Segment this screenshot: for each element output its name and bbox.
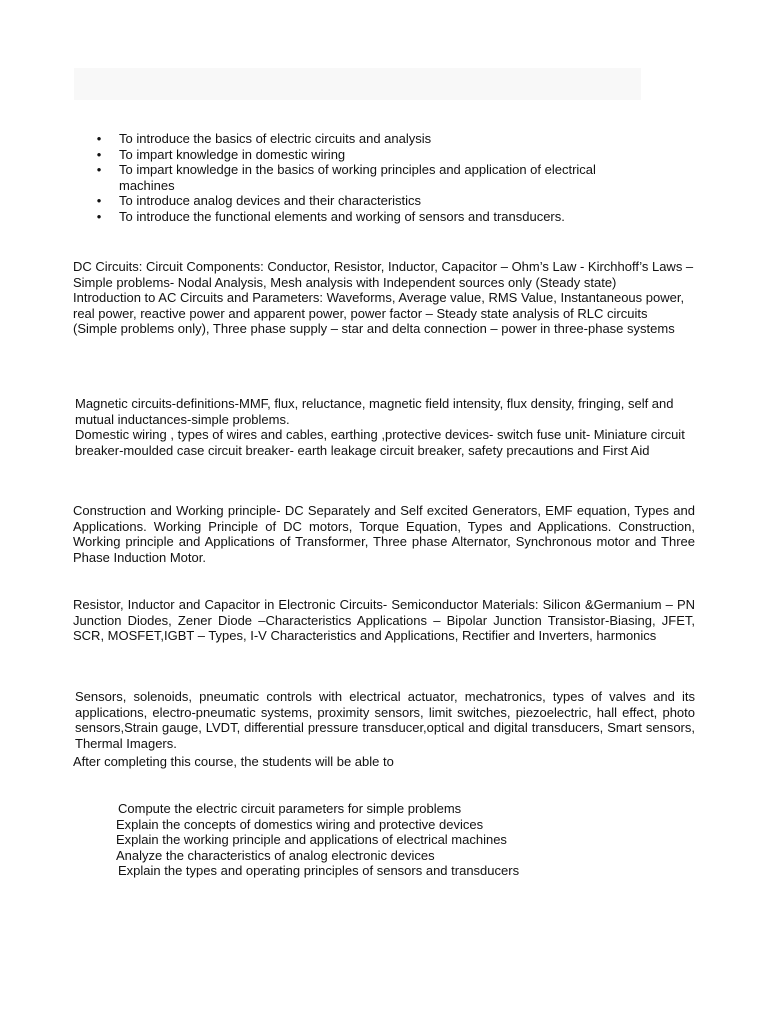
unit-2-domestic-wiring: Domestic wiring , types of wires and cables, earthing ,protective devices- switch fuse unit- Miniature circuit breaker-moulded case circuit breaker- earth leakage circuit breaker, safety precautions and First Aid xyxy=(75,427,685,458)
bullet-icon: • xyxy=(96,193,102,209)
unit-5-section xyxy=(75,689,695,751)
bullet-icon: • xyxy=(96,146,102,162)
list-item: Compute the electric circuit parameters for simple problems xyxy=(118,801,462,816)
list-item xyxy=(94,131,654,147)
objectives-list xyxy=(94,131,654,225)
unit-4-section xyxy=(73,597,695,644)
bullet-icon: • xyxy=(96,208,102,224)
list-item xyxy=(94,147,654,163)
list-item xyxy=(94,209,654,225)
list-item: Explain the types and operating principles of sensors and transducers xyxy=(118,863,520,878)
bullet-icon: • xyxy=(96,162,102,178)
outcomes-list xyxy=(0,801,768,879)
list-item: Analyze the characteristics of analog electronic devices xyxy=(116,847,435,863)
unit-1-section xyxy=(73,259,695,337)
unit-2-section xyxy=(75,396,695,458)
objective-text: To impart knowledge in the basics of working principles and application of electrical machines xyxy=(119,162,596,193)
unit-1-ac-circuits: Introduction to AC Circuits and Parameters: Waveforms, Average value, RMS Value, Instantaneous power, real power, reactive power and apparent power, power factor – Steady state analysis of RLC circuits (Simple problems only), Three phase supply – star and delta connection – power in three-phase systems xyxy=(73,290,685,336)
objective-text: To introduce the basics of electric circuits and analysis xyxy=(119,131,432,146)
unit-2-magnetic-circuits: Magnetic circuits-definitions-MMF, flux, reluctance, magnetic field intensity, flux density, fringing, self and mutual inductances-simple problems. xyxy=(75,396,674,427)
header-band xyxy=(74,68,641,100)
outcomes-intro xyxy=(73,754,695,770)
outcomes-intro-text: After completing this course, the students will be able to xyxy=(73,754,394,769)
unit-5-sensors-transducers: Sensors, solenoids, pneumatic controls with electrical actuator, mechatronics, types of valves and its applications, electro-pneumatic systems, proximity sensors, limit switches, piezoelectric, hall effect, photo sensors,Strain gauge, LVDT, differential pressure transducer,optical and digital transducers, Smart sensors, Thermal Imagers. xyxy=(75,689,695,751)
unit-1-dc-circuits: DC Circuits: Circuit Components: Conductor, Resistor, Inductor, Capacitor – Ohm’s Law - Kirchhoff’s Laws – Simple problems- Nodal Analysis, Mesh analysis with Independent sources only (Steady state) xyxy=(73,259,694,290)
list-item: Explain the concepts of domestics wiring and protective devices xyxy=(116,816,484,832)
unit-3-section xyxy=(73,503,695,565)
list-item xyxy=(94,162,654,193)
objective-text: To introduce analog devices and their characteristics xyxy=(119,193,422,209)
unit-3-electrical-machines: Construction and Working principle- DC Separately and Self excited Generators, EMF equation, Types and Applications. Working Principle of DC motors, Torque Equation, Types and Applications. Construction, Working principle and Applications of Transformer, Three phase Alternator, Synchronous motor and Three Phase Induction Motor. xyxy=(73,503,695,565)
list-item xyxy=(94,193,654,209)
objective-text: To impart knowledge in domestic wiring xyxy=(119,146,346,162)
list-item: Explain the working principle and applications of electrical machines xyxy=(116,832,507,847)
bullet-icon: • xyxy=(96,131,102,146)
objective-text: To introduce the functional elements and working of sensors and transducers. xyxy=(119,208,565,224)
unit-4-electronic-devices: Resistor, Inductor and Capacitor in Electronic Circuits- Semiconductor Materials: Silicon &Germanium – PN Junction Diodes, Zener Diode –Characteristics Applications – Bipolar Junction Transistor-Biasing, JFET, SCR, MOSFET,IGBT – Types, I-V Characteristics and Applications, Rectifier and Inverters, harmonics xyxy=(73,597,695,643)
